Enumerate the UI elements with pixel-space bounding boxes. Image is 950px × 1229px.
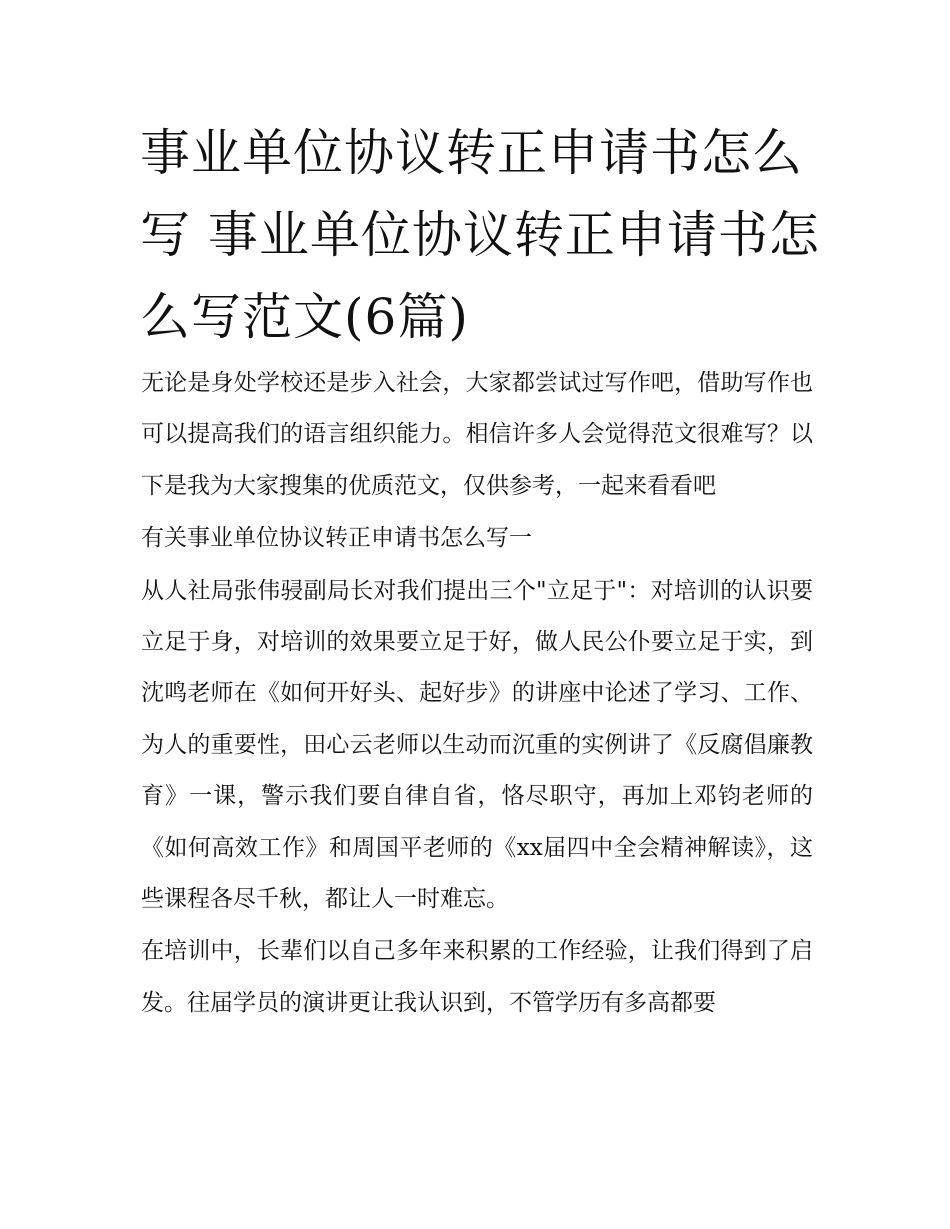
document-title: 事业单位协议转正申请书怎么写 事业单位协议转正申请书怎么写范文(6篇) (140, 124, 820, 346)
intro-paragraph: 无论是身处学校还是步入社会，大家都尝试过写作吧，借助写作也可以提高我们的语言组织能力。相信许多人会觉得范文很难写？以下是我为大家搜集的优质范文，仅供参考，一起来看看吧 (141, 370, 813, 499)
body-paragraph: 从人社局张伟骎副局长对我们提出三个"立足于"：对培训的认识要立足于身，对培训的效果要立足于好，做人民公仆要立足于实，到沈鸣老师在《如何开好头、起好步》的讲座中论述了学习、工作、为人的重要性，田心云老师以生动而沉重的实例讲了《反腐倡廉教育》一课，警示我们要自律自省，恪尽职守，再加上邓钧老师的《如何高效工作》和周国平老师的《xx届四中全会精神解读》，这些课程各尽千秋，都让人一时难忘。 (141, 577, 813, 913)
body-paragraph: 在培训中，长辈们以自己多年来积累的工作经验，让我们得到了启发。往届学员的演讲更让我认识到，不管学历有多高都要 (141, 938, 813, 1016)
document-body (141, 358, 813, 1030)
section-heading: 有关事业单位协议转正申请书怎么写一 (141, 525, 532, 552)
